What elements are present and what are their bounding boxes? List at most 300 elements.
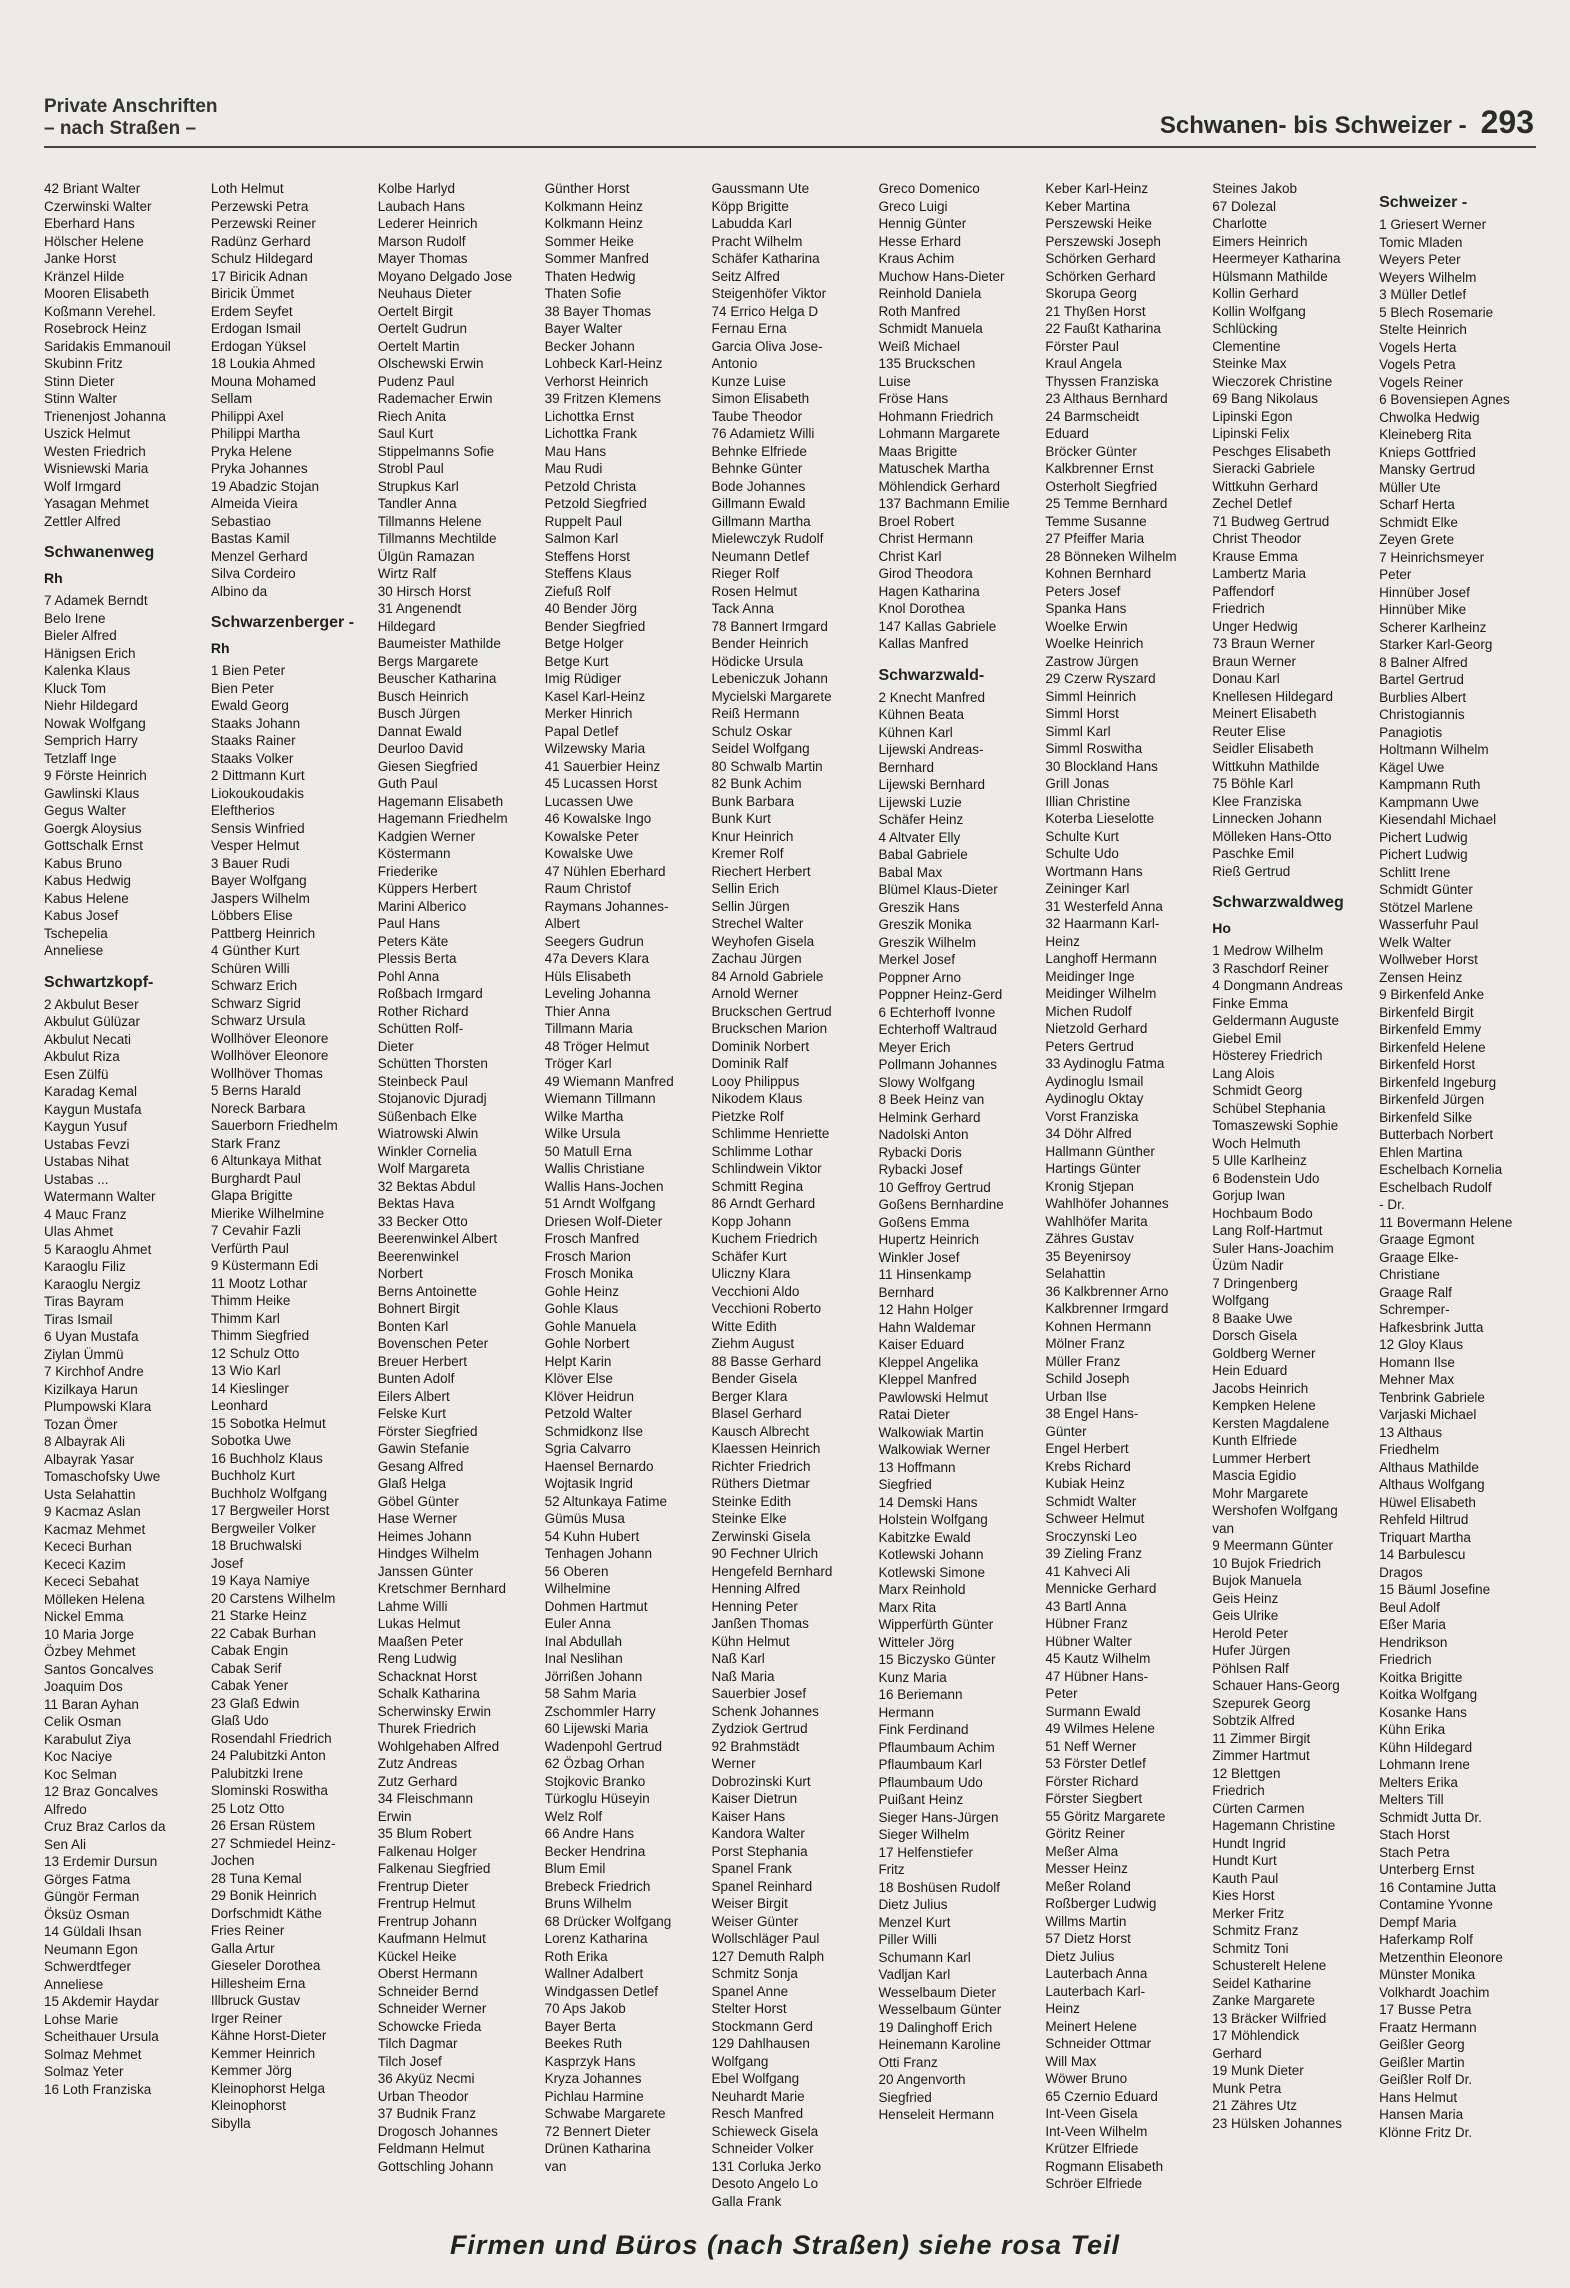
resident-entry: Schlimme Lothar [711,1143,813,1159]
resident-entry: van [1212,1520,1234,1536]
resident-entry: Thimm Siegfried [210,1328,310,1343]
resident-entry: 52 Altunkaya Fatime [544,1493,667,1509]
resident-entry: Oertelt Gudrun [377,321,468,336]
resident-entry: Göritz Reiner [1045,1826,1125,1841]
resident-entry: 11 Zimmer Birgit [1212,1730,1311,1746]
resident-entry: Schmidt Günter [1379,882,1473,897]
resident-entry: 8 Balner Alfred [1379,654,1468,670]
resident-entry: 2 Akbulut Beser [44,996,139,1012]
resident-entry: Zähres Gustav [1045,1231,1134,1246]
resident-entry: Tilch Dagmar [377,2036,458,2051]
resident-entry: 17 Biricik Adnan [210,268,308,284]
resident-entry: Petzold Siegfried [544,496,647,511]
resident-entry: 23 Hülsken Johannes [1212,2115,1343,2131]
resident-entry: Wolf Margareta [377,1161,470,1176]
resident-entry: Imig Rüdiger [544,671,622,686]
resident-entry: Bayer Walter [544,321,623,336]
resident-entry: 24 Barmscheidt [1045,408,1140,424]
resident-entry: Schübel Stephania [1212,1100,1326,1116]
resident-entry: Naß Maria [711,1668,775,1684]
resident-entry: 3 Bauer Rudi [210,855,290,871]
resident-entry: Schmidt Elke [1379,514,1458,530]
resident-entry: Mycielski Margarete [711,688,832,704]
resident-entry: Maas Brigitte [878,443,958,459]
resident-entry: Roßberger Ludwig [1045,1896,1157,1911]
resident-entry: 13 Wio Karl [210,1363,281,1378]
resident-entry: Wahlhöfer Johannes [1045,1196,1169,1211]
resident-entry: Resch Manfred [711,2106,804,2121]
resident-entry: Birkenfeld Helene [1379,1039,1486,1055]
resident-entry: Özbey Mehmet [44,1644,136,1659]
resident-entry: Ruppelt Paul [544,513,622,529]
resident-entry: 76 Adamietz Willi [711,426,815,441]
resident-entry: Eleftherios [210,803,275,818]
resident-entry: Slominski Roswitha [210,1783,328,1798]
resident-entry: Blümel Klaus-Dieter [878,882,998,897]
resident-entry: Schneider Werner [377,2001,487,2016]
resident-entry: Ülgün Ramazan [377,548,475,564]
resident-entry: Frentrup Johann [377,1913,477,1929]
resident-entry: Kolkmann Heinz [544,216,643,231]
resident-entry: Roth Manfred [878,303,961,319]
resident-entry: Lauterbach Karl- [1045,1983,1146,1999]
resident-entry: 16 Beriemann [878,1687,963,1702]
resident-entry: Kopp Johann [711,1213,792,1229]
resident-entry: Klöver Else [544,1371,613,1386]
resident-entry: 78 Bannert Irmgard [711,618,828,634]
resident-entry: Wollhöver Thomas [210,1065,323,1081]
resident-entry: Kampmann Ruth [1379,777,1481,792]
resident-entry: 58 Sahm Maria [544,1686,637,1701]
resident-entry: Dobrozinski Kurt [711,1773,811,1789]
resident-entry: Schneider Bernd [377,1983,479,1999]
resident-entry: Vecchioni Aldo [711,1283,800,1299]
resident-entry: Contamine Yvonne [1379,1897,1493,1912]
resident-entry: Kaufmann Helmut [377,1931,486,1946]
resident-entry: Meinert Helene [1045,2018,1137,2034]
resident-entry: Fröse Hans [878,391,949,406]
resident-entry: Perzewski Petra [210,198,309,214]
resident-entry: 62 Özbag Orhan [544,1756,645,1771]
resident-entry: Hagemann Christine [1212,1818,1336,1833]
resident-entry: Kiesendahl Michael [1379,812,1497,827]
resident-entry: Kauth Paul [1212,1870,1279,1886]
resident-entry: 12 Blettgen [1212,1765,1281,1781]
resident-entry: Almeida Vieira [210,496,298,511]
resident-entry: Kühn Erika [1379,1722,1446,1737]
resident-entry: Vogels Petra [1379,357,1456,372]
resident-entry: 19 Abadzic Stojan [210,478,319,494]
resident-entry: Panagiotis [1379,724,1443,740]
resident-entry: Wilke Ursula [544,1126,621,1141]
resident-entry: Cürten Carmen [1212,1800,1305,1816]
resident-entry: Saridakis Emmanouil [44,338,171,354]
resident-entry: Gottschalk Ernst [44,838,144,853]
street-heading: Schwartzkopf- [44,973,154,991]
resident-entry: Chwolka Hedwig [1379,409,1480,425]
resident-entry: Kleinophorst [210,2098,286,2113]
resident-entry: Koterba Lieselotte [1045,811,1155,826]
resident-entry: Temme Susanne [1045,513,1147,529]
resident-entry: Erwin [377,1808,412,1824]
resident-entry: Otti Franz [878,2054,938,2070]
resident-entry: 14 Barbulescu [1379,1547,1466,1562]
resident-entry: Puißant Heinz [878,1792,964,1807]
resident-entry: Meßer Alma [1045,1843,1119,1859]
resident-entry: Wolfgang [1212,1293,1270,1308]
resident-entry: Friedrich [1379,1652,1432,1667]
directory-column [44,180,205,2220]
resident-entry: Beekes Ruth [544,2036,622,2051]
resident-entry: Nickel Emma [44,1609,124,1624]
resident-entry: Peters Gertrud [1045,1038,1134,1054]
resident-entry: 9 Kacmaz Aslan [44,1504,141,1519]
resident-entry: Bartel Gertrud [1379,672,1464,687]
resident-entry: Förster Richard [1045,1773,1139,1789]
directory-column [1212,180,1373,2220]
resident-entry: 19 Kaya Namiye [210,1573,310,1588]
resident-entry: Holtmann Wilhelm [1379,742,1489,757]
resident-entry: Sieger Wilhelm [878,1827,970,1842]
resident-entry: Behnke Elfriede [711,443,807,459]
resident-entry: Kunz Maria [878,1669,947,1685]
resident-entry: Greco Luigi [878,198,948,214]
resident-entry: Inal Neslihan [544,1651,623,1666]
resident-entry: Finke Emma [1212,995,1288,1011]
resident-entry: Karabulut Ziya [44,1731,132,1747]
resident-entry: 19 Dalinghoff Erich [878,2019,993,2035]
resident-entry: Melters Till [1379,1792,1444,1807]
street-heading: Schweizer - [1379,194,1468,211]
resident-entry: Thurek Friedrich [377,1721,477,1736]
resident-entry: 71 Budweg Gertrud [1212,513,1330,529]
resident-entry: Scherwinsky Erwin [377,1703,492,1719]
resident-entry: Kemmer Jörg [210,2063,292,2078]
resident-entry: Hüwel Elisabeth [1379,1494,1476,1510]
resident-entry: Neuhaus Dieter [377,286,472,301]
resident-entry: Wadenpohl Gertrud [544,1738,662,1754]
resident-entry: 68 Drücker Wolfgang [544,1913,672,1929]
resident-entry: Greszik Wilhelm [878,934,976,950]
resident-entry: Krützer Elfriede [1045,2141,1139,2156]
resident-entry: Watermann Walter [44,1189,156,1204]
resident-entry: Kolkmann Heinz [544,198,643,214]
resident-entry: Hübner Walter [1045,1633,1132,1649]
resident-entry: Welk Walter [1379,934,1452,950]
resident-entry: Bieler Alfred [44,628,117,643]
resident-entry: Schild Joseph [1045,1371,1130,1386]
resident-entry: Galla Artur [210,1940,275,1956]
resident-entry: Birkenfeld Jürgen [1379,1092,1485,1107]
resident-entry: Clementine [1212,338,1281,354]
resident-entry: Christ Hermann [878,531,973,546]
resident-entry: Tiras Ismail [44,1311,113,1327]
resident-entry: Richter Friedrich [711,1458,811,1474]
resident-entry: Sieracki Gabriele [1212,461,1316,476]
resident-entry: Aydinoglu Ismail [1045,1073,1144,1089]
resident-entry: Eberhard Hans [44,216,135,231]
resident-entry: Papal Detlef [544,723,619,739]
resident-entry: Stojkovic Branko [544,1773,646,1789]
resident-entry: Hindges Wilhelm [377,1546,480,1561]
header-right [1160,104,1534,141]
resident-entry: Dorfschmidt Käthe [210,1905,322,1921]
resident-entry: 48 Tröger Helmut [544,1038,649,1054]
resident-entry: Kraul Angela [1045,356,1122,371]
resident-entry: 37 Budnik Franz [377,2106,477,2121]
resident-entry: Möhlendick Gerhard [878,478,1000,494]
resident-entry: 3 Müller Detlef [1379,287,1467,302]
resident-entry: Türkoglu Hüseyin [544,1791,650,1806]
resident-entry: 54 Kuhn Hubert [544,1528,640,1544]
resident-entry: Bektas Hava [377,1196,455,1211]
resident-entry: Strobl Paul [377,461,444,476]
resident-entry: Kabitzke Ewald [878,1529,971,1545]
resident-entry: Akbulut Gülüzar [44,1014,141,1029]
resident-entry: Niehr Hildegard [44,698,138,713]
resident-entry: 129 Dahlhausen [711,2036,810,2051]
resident-entry: Betge Holger [544,636,624,651]
resident-entry: Silva Cordeiro [210,566,296,581]
page-number: 293 [1480,104,1534,140]
resident-entry: Karaoglu Nergiz [44,1276,141,1292]
resident-entry: Köpp Brigitte [711,198,789,214]
resident-entry: 4 Mauc Franz [44,1206,127,1222]
resident-entry: Jochen [210,1853,255,1868]
resident-entry: Butterbach Norbert [1379,1127,1494,1142]
resident-entry: Rogmann Elisabeth [1045,2158,1164,2174]
resident-entry: Stelter Horst [711,2001,787,2016]
resident-entry: 1 Medrow Wilhelm [1212,943,1324,958]
resident-entry: Fritz [878,1862,905,1877]
footer-note: Firmen und Büros (nach Straßen) siehe rosa Teil [449,2230,1121,2260]
resident-entry: Galla Frank [711,2193,782,2209]
resident-entry: Schusterelt Helene [1212,1958,1327,1973]
resident-entry: 90 Fechner Ulrich [711,1546,819,1561]
resident-entry: Akbulut Necati [44,1031,132,1047]
resident-entry: Birkenfeld Ingeburg [1379,1074,1497,1090]
resident-entry: Kotlewski Simone [878,1564,985,1580]
resident-entry: Beerenwinkel Albert [377,1231,498,1246]
resident-entry: Kolbe Harlyd [377,181,456,196]
resident-entry: Zutz Andreas [377,1756,458,1771]
resident-entry: Lahme Willi [377,1598,448,1614]
resident-entry: Krebs Richard [1045,1458,1131,1474]
resident-entry: Gillmann Ewald [711,496,806,511]
resident-entry: Fink Ferdinand [878,1722,969,1737]
resident-entry: 35 Beyenirsoy [1045,1248,1131,1264]
resident-entry: Labudda Karl [711,216,792,231]
resident-entry: Wesselbaum Dieter [878,1984,996,2000]
resident-entry: Helmink Gerhard [878,1109,981,1125]
resident-entry: Bernhard [878,1284,934,1300]
resident-entry: Rehfeld Hiltrud [1379,1512,1469,1527]
resident-entry: Leonhard [210,1398,268,1413]
resident-entry: Josef [210,1555,244,1571]
resident-entry: Driesen Wolf-Dieter [544,1213,663,1229]
resident-entry: Kalkbrenner Ernst [1045,461,1154,476]
resident-entry: Jacobs Heinrich [1212,1380,1309,1396]
resident-entry: Stinn Walter [44,391,118,406]
resident-entry: Heimes Johann [377,1528,472,1544]
resident-entry: Kaiser Dietrun [711,1791,798,1806]
resident-entry: Drogosch Johannes [377,2123,498,2139]
resident-entry: Heinz [1045,2001,1080,2016]
resident-entry: Stojanovic Djuradj [377,1091,487,1106]
resident-entry: 80 Schwalb Martin [711,758,823,774]
resident-entry: Michen Rudolf [1045,1003,1132,1019]
resident-entry: Siegfried [878,2089,932,2105]
resident-entry: Neuhardt Marie [711,2088,805,2104]
resident-entry: Inal Abdullah [544,1633,622,1649]
resident-entry: Weiser Günter [711,1913,799,1929]
resident-entry: Fries Reiner [210,1923,285,1938]
resident-entry: Zydziok Gertrud [711,1721,808,1736]
resident-entry: Schenk Johannes [711,1703,819,1719]
resident-entry: Sebastiao [210,513,271,529]
resident-entry: Schwarz Sigrid [210,995,301,1011]
resident-entry: Nikodem Klaus [711,1091,803,1106]
resident-entry: Gohle Norbert [544,1336,630,1351]
resident-entry: Uszick Helmut [44,426,131,441]
resident-entry: 18 Loukia Ahmed [210,356,316,371]
resident-entry: Tenhagen Johann [544,1546,653,1561]
resident-entry: 21 Starke Heinz [210,1608,307,1623]
resident-entry: Thimm Heike [210,1293,291,1308]
resident-entry: Charlotte [1212,216,1267,231]
resident-entry: Schieweck Gisela [711,2123,819,2139]
resident-entry: Görges Fatma [44,1871,131,1887]
resident-entry: Yasagan Mehmet [44,496,149,511]
resident-entry: Bayer Wolfgang [210,873,307,888]
resident-entry: Woelke Erwin [1045,618,1128,634]
resident-entry: Trienenjost Johanna [44,408,166,424]
resident-entry: Slowy Wolfgang [878,1074,975,1090]
resident-entry: Koitka Wolfgang [1379,1687,1478,1702]
resident-entry: Lijewski Bernhard [878,777,985,792]
resident-entry: Mansky Gertrud [1379,462,1476,477]
resident-entry: Kückel Heike [377,1948,457,1964]
resident-entry: Klaessen Heinrich [711,1441,821,1456]
resident-entry: 38 Bayer Thomas [544,303,651,319]
resident-entry: Int-Veen Wilhelm [1045,2123,1148,2139]
resident-entry: Raum Christof [544,881,631,896]
resident-entry: Simml Roswitha [1045,741,1143,756]
resident-entry: Meidinger Wilhelm [1045,986,1157,1001]
resident-entry: Staaks Johann [210,715,301,731]
resident-entry: Schneider Ottmar [1045,2036,1152,2051]
resident-entry: Peter [1045,1686,1078,1701]
resident-entry: 70 Aps Jakob [544,2001,626,2016]
resident-entry: Hans Helmut [1379,2089,1458,2105]
resident-entry: Frosch Monika [544,1266,634,1281]
resident-entry: Kaiser Eduard [878,1337,964,1352]
resident-entry: Karadag Kemal [44,1084,138,1099]
resident-entry: Ehlen Martina [1379,1144,1463,1160]
resident-entry: Mölleken Hans-Otto [1212,828,1332,844]
resident-entry: Klöver Heidrun [544,1388,634,1404]
resident-entry: Hupertz Heinrich [878,1232,979,1247]
resident-entry: Betge Kurt [544,653,609,669]
resident-entry: Zimmer Hartmut [1212,1748,1310,1763]
resident-entry: 19 Munk Dieter [1212,2063,1304,2078]
resident-entry: Klee Franziska [1212,793,1302,809]
resident-entry: Kececi Kazim [44,1556,126,1572]
resident-entry: Glapa Brigitte [210,1188,293,1203]
resident-entry: 12 Schulz Otto [210,1345,300,1361]
resident-entry: Busch Jürgen [377,706,461,721]
resident-entry: Heinz [1045,933,1080,949]
resident-entry: Selahattin [1045,1266,1106,1281]
resident-entry: Kohnen Bernhard [1045,566,1152,581]
resident-entry: Christogiannis [1379,707,1465,722]
resident-entry: Schmidt Jutta Dr. [1379,1809,1482,1825]
resident-entry: 45 Lucassen Horst [544,776,658,791]
resident-entry: Bastas Kamil [210,531,290,546]
resident-entry: 13 Erdemir Dursun [44,1854,158,1869]
resident-entry: Antonio [711,356,758,371]
resident-entry: Koitka Brigitte [1379,1669,1463,1685]
resident-entry: Tilch Josef [377,2053,442,2069]
resident-entry: Braun Werner [1212,653,1297,669]
resident-entry: 8 Albayrak Ali [44,1434,126,1449]
resident-entry: Wahlhöfer Marita [1045,1213,1148,1229]
resident-entry: Lederer Heinrich [377,216,478,231]
resident-entry: Surmann Ewald [1045,1703,1141,1719]
resident-entry: Schweer Helmut [1045,1511,1145,1526]
resident-entry: Hermann [878,1704,934,1720]
resident-entry: 45 Kautz Wilhelm [1045,1651,1151,1666]
resident-entry: Zeyen Grete [1379,532,1455,547]
resident-entry: Hallmann Günther [1045,1143,1155,1159]
resident-entry: Mau Hans [544,443,607,459]
resident-entry: Rosendahl Friedrich [210,1730,332,1746]
resident-entry: Gillmann Martha [711,513,811,529]
resident-entry: Usta Selahattin [44,1486,136,1502]
resident-entry: Stach Petra [1379,1844,1450,1860]
resident-entry: Wasserfuhr Paul [1379,917,1479,932]
resident-entry: Dietz Julius [1045,1948,1115,1964]
resident-entry: Falkenau Siegfried [377,1861,491,1876]
resident-entry: Dragos [1379,1564,1423,1580]
resident-entry: Schütten Thorsten [377,1056,488,1071]
resident-entry: Illian Christine [1045,793,1131,809]
resident-entry: Vecchioni Roberto [711,1301,822,1316]
street-heading: Schwarzwaldweg [1212,894,1344,911]
resident-entry: Günther Horst [544,181,630,196]
resident-entry: 1 Griesert Werner [1379,217,1487,232]
resident-entry: Thier Anna [544,1003,610,1019]
resident-entry: Schulte Udo [1045,846,1119,861]
resident-entry: 14 Kieslinger [210,1380,289,1396]
resident-entry: Bender Gisela [711,1371,798,1386]
resident-entry: Marx Reinhold [878,1582,966,1597]
resident-entry: Zanke Margarete [1212,1993,1316,2008]
resident-entry: 12 Braz Goncalves [44,1784,159,1799]
resident-entry: Wollschläger Paul [711,1931,820,1946]
resident-entry: 84 Arnold Gabriele [711,968,824,984]
resident-entry: Staaks Volker [210,750,294,766]
resident-entry: Pöhlsen Ralf [1212,1660,1289,1676]
resident-entry: Frosch Manfred [544,1231,640,1246]
resident-entry: Hengefeld Bernhard [711,1563,833,1579]
resident-entry: Hohmann Friedrich [878,408,994,424]
resident-entry: Schwabe Margarete [544,2106,666,2121]
resident-entry: Mölner Franz [1045,1336,1125,1351]
resident-entry: Tozan Ömer [44,1416,118,1432]
header-left [44,96,218,140]
resident-entry: Homann Ilse [1379,1354,1455,1370]
